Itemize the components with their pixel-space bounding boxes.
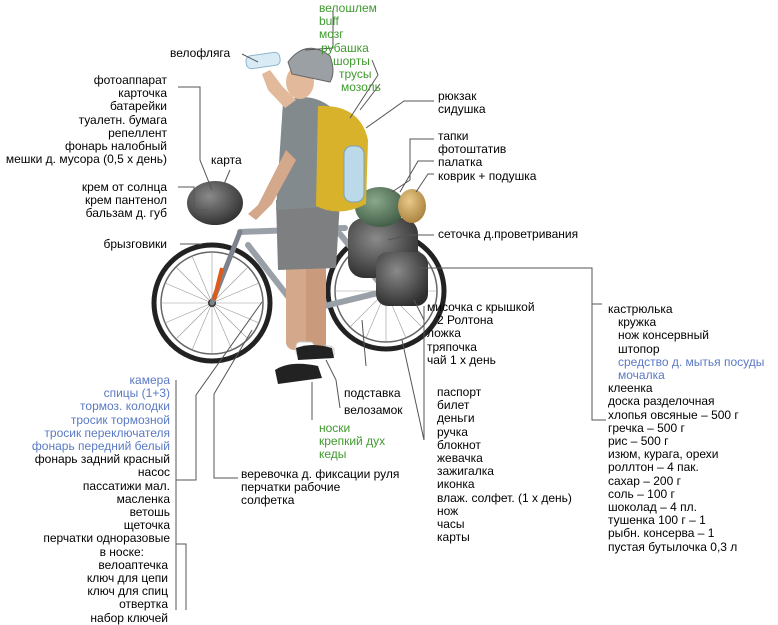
list-item: паспорт bbox=[437, 385, 482, 399]
pot-list bbox=[608, 303, 764, 554]
list-item: фотоштатив bbox=[438, 142, 507, 157]
list-item: 2 Ролтона bbox=[437, 313, 494, 328]
stand-label: подставка bbox=[344, 386, 401, 400]
list-item: перчатки одноразовые bbox=[43, 531, 170, 546]
list-item: масленка bbox=[116, 491, 170, 506]
list-item: сахар – 200 г bbox=[608, 473, 681, 488]
list-item: средство д. мытья посуды bbox=[618, 354, 765, 369]
list-item: тросик тормозной bbox=[70, 412, 170, 427]
line-tent bbox=[400, 161, 434, 192]
list-item: нож bbox=[437, 503, 459, 518]
list-item: репеллент bbox=[108, 125, 167, 140]
list-item: мочалка bbox=[618, 368, 665, 383]
list-item: фотоаппарат bbox=[93, 73, 167, 87]
line-backpack bbox=[366, 101, 434, 128]
line-right-mid bbox=[392, 139, 434, 192]
line-pot-down bbox=[592, 304, 606, 420]
line-mat bbox=[416, 174, 434, 192]
list-item: шорты bbox=[333, 53, 370, 68]
line-map bbox=[224, 170, 230, 184]
list-item: рыбн. консерва – 1 bbox=[608, 526, 715, 541]
list-item: туалетн. бумага bbox=[78, 112, 167, 127]
list-item: тапки bbox=[438, 129, 469, 143]
list-item: гречка – 500 г bbox=[608, 420, 685, 435]
list-item: хлопья овсяные – 500 г bbox=[608, 407, 739, 422]
list-item: ветошь bbox=[129, 505, 170, 520]
rope-list bbox=[241, 468, 399, 508]
list-item: доска разделочная bbox=[608, 394, 715, 409]
line-left-mid bbox=[178, 187, 208, 210]
list-item: тормоз. колодки bbox=[80, 399, 170, 414]
list-item: трусы bbox=[339, 67, 372, 82]
list-item: в носке: bbox=[99, 544, 144, 559]
list-item: иконка bbox=[437, 477, 475, 492]
list-item: сидушка bbox=[438, 102, 486, 117]
list-item: пустая бутылочка 0,3 л bbox=[608, 539, 738, 554]
list-item: кружка bbox=[618, 315, 657, 330]
line-left-top bbox=[178, 87, 212, 190]
list-item: тряпочка bbox=[427, 339, 477, 354]
list-item: чай 1 х день bbox=[427, 352, 496, 367]
list-item: мешки д. мусора (0,5 х день) bbox=[5, 152, 167, 167]
list-item: тушенка 100 г – 1 bbox=[608, 513, 706, 528]
list-item: солфетка bbox=[241, 493, 295, 508]
list-item: клеенка bbox=[608, 381, 653, 396]
fenders-label: брызговики bbox=[103, 237, 167, 251]
shoe-list bbox=[319, 422, 385, 462]
docs-list bbox=[437, 386, 572, 544]
list-item: жевачка bbox=[437, 451, 483, 466]
bowl-list bbox=[427, 301, 535, 367]
line-tools bbox=[176, 302, 262, 480]
list-item: крепкий дух bbox=[319, 434, 386, 449]
list-item: тросик переключателя bbox=[44, 425, 170, 440]
list-item: набор ключей bbox=[90, 610, 168, 625]
list-item: часы bbox=[437, 517, 465, 532]
net-label: сеточка д.проветривания bbox=[438, 227, 579, 241]
list-item: крем пантенол bbox=[84, 193, 167, 208]
list-item: роллтон – 4 пак. bbox=[608, 460, 699, 475]
line-lock bbox=[326, 360, 340, 408]
right-mid-list bbox=[438, 130, 536, 183]
list-item: ручка bbox=[437, 424, 468, 439]
list-item: щеточка bbox=[123, 518, 170, 533]
list-item: батарейки bbox=[109, 99, 167, 114]
line-pot bbox=[418, 268, 602, 304]
list-item: билет bbox=[437, 398, 470, 413]
list-item: носки bbox=[319, 421, 351, 435]
list-item: кеды bbox=[319, 447, 347, 462]
list-item: спицы (1+3) bbox=[103, 386, 170, 401]
list-item: фонарь задний красный bbox=[34, 452, 170, 467]
list-item: веревочка д. фиксации руля bbox=[241, 467, 400, 481]
line-bowl bbox=[414, 300, 424, 320]
list-item: фонарь передний белый bbox=[31, 439, 170, 454]
list-item: рюкзак bbox=[438, 89, 477, 103]
list-item: насос bbox=[137, 465, 170, 480]
list-item: велоаптечка bbox=[98, 557, 168, 572]
list-item: изюм, курага, орехи bbox=[608, 447, 719, 462]
list-item: рис – 500 г bbox=[608, 434, 669, 449]
line-sock bbox=[176, 544, 186, 610]
list-item: штопор bbox=[618, 341, 660, 356]
left-top-list bbox=[6, 74, 167, 166]
list-item: камера bbox=[129, 373, 170, 387]
list-item: соль – 100 г bbox=[608, 486, 675, 501]
lock-label: велозамок bbox=[344, 403, 403, 417]
list-item: велошлем bbox=[319, 1, 377, 15]
list-item: блокнот bbox=[437, 437, 481, 452]
list-item: бальзам д. губ bbox=[85, 206, 167, 221]
line-net bbox=[388, 235, 434, 240]
list-item: отвертка bbox=[119, 597, 168, 612]
tools-list bbox=[32, 374, 170, 625]
list-item: мисочка с крышкой bbox=[427, 300, 535, 314]
list-item: фонарь налобный bbox=[64, 139, 167, 154]
list-item: шоколад – 4 пл. bbox=[608, 500, 697, 515]
list-item: карты bbox=[437, 530, 470, 545]
right-top-list bbox=[438, 90, 486, 116]
list-item: мозоль bbox=[341, 80, 381, 95]
left-mid-list bbox=[82, 181, 167, 221]
list-item: зажигалка bbox=[437, 464, 494, 479]
list-item: рубашка bbox=[321, 40, 369, 55]
line-rope bbox=[214, 330, 252, 478]
list-item: ключ для цепи bbox=[86, 571, 168, 586]
list-item: влаж. солфет. (1 х день) bbox=[437, 490, 572, 505]
list-item: ложка bbox=[427, 326, 461, 341]
list-item: перчатки рабочие bbox=[241, 480, 341, 495]
list-item: пассатижи мал. bbox=[82, 478, 170, 493]
list-item: крем от солнца bbox=[81, 180, 167, 194]
list-item: buff bbox=[319, 14, 339, 29]
list-item: палатка bbox=[438, 155, 483, 170]
list-item: ключ для спиц bbox=[87, 584, 168, 599]
list-item: мозг bbox=[319, 27, 344, 42]
line-docs bbox=[402, 340, 424, 440]
list-item: деньги bbox=[437, 411, 475, 426]
line-stand bbox=[362, 320, 366, 366]
bottle-label: велофляга bbox=[170, 46, 231, 60]
list-item: карточка bbox=[118, 86, 167, 101]
list-item: коврик + подушка bbox=[438, 168, 537, 183]
map-label: карта bbox=[211, 153, 242, 167]
line-bottle bbox=[242, 54, 258, 62]
list-item: нож консервный bbox=[618, 328, 709, 343]
list-item: кастрюлька bbox=[608, 302, 673, 316]
head-items-list bbox=[319, 2, 381, 94]
